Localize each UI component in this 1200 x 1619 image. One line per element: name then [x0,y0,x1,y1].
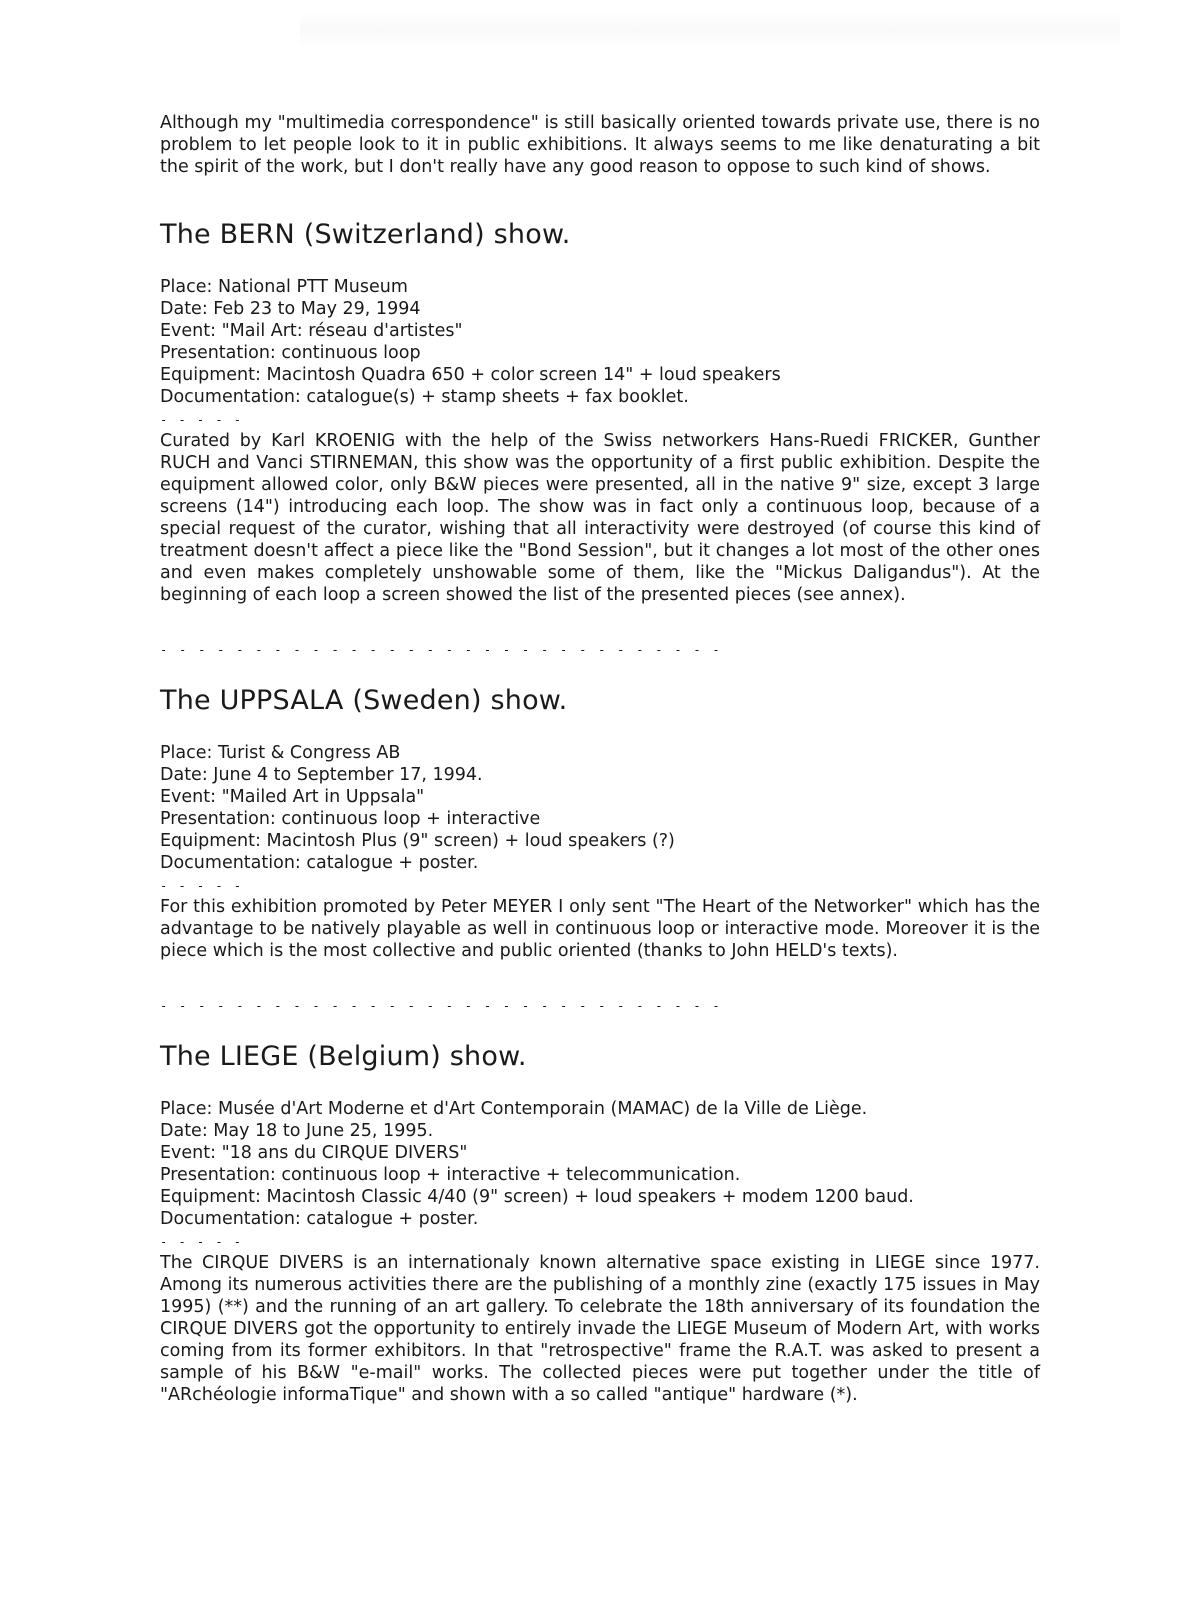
section-body: Curated by Karl KROENIG with the help of the Swiss networkers Hans-Ruedi FRICKER, Gunther RUCH and Vanci STIRNEMAN, this show was the opportunity of a first public exhibition. Despite the equipment allowed color, only B&W pieces were presented, all in the native 9" size, except 3 large screens (14") introducing each loop. The show was in fact only a continuous loop, because of a special request of the curator, wishing that all interactivity were destroyed (of course this kind of treatment doesn't affect a piece like the "Bond Session", but it changes a lot most of the other ones and even makes completely unshowable some of them, like the "Mickus Daligandus"). At the beginning of each loop a screen showed the list of the presented pieces (see annex). [160,431,1040,605]
section-heading: The LIEGE (Belgium) show. [160,1041,527,1072]
detail-presentation: Presentation: continuous loop + interactive + telecommunication. [160,1165,741,1185]
detail-place: Place: National PTT Museum [160,277,408,297]
section-liege [160,1040,1040,1406]
details-list [160,742,1040,874]
section-bern [160,218,1040,606]
bleed-through-smudge [300,12,1120,48]
detail-documentation: Documentation: catalogue + poster. [160,1209,479,1229]
long-separator: - - - - - - - - - - - - - - - - - - - - - - - - - - - - - - [160,643,722,657]
section-body: The CIRQUE DIVERS is an internationaly known alternative space existing in LIEGE since 1977. Among its numerous activities there are the publishing of a monthly zine (exactly 175 issues in May 1995) (**) and the running of an art gallery. To celebrate the 18th anniversary of its foundation the CIRQUE DIVERS got the opportunity to entirely invade the LIEGE Museum of Modern Art, with works coming from its former exhibitors. In that "retrospective" frame the R.A.T. was asked to present a sample of his B&W "e-mail" works. The collected pieces were put together under the title of "ARchéologie informaTique" and shown with a so called "antique" hardware (*). [160,1253,1040,1405]
detail-equipment: Equipment: Macintosh Quadra 650 + color screen 14" + loud speakers [160,365,781,385]
detail-documentation: Documentation: catalogue(s) + stamp sheets + fax booklet. [160,387,689,407]
detail-equipment: Equipment: Macintosh Classic 4/40 (9" screen) + loud speakers + modem 1200 baud. [160,1187,914,1207]
document-page [160,112,1040,1406]
section-body: For this exhibition promoted by Peter MEYER I only sent "The Heart of the Networker" which has the advantage to be natively playable as well in continuous loop or interactive mode. Moreover it is the piece which is the most collective and public oriented (thanks to John HELD's texts). [160,897,1040,961]
long-separator: - - - - - - - - - - - - - - - - - - - - - - - - - - - - - - [160,999,722,1013]
section-heading: The BERN (Switzerland) show. [160,219,571,250]
detail-date: Date: Feb 23 to May 29, 1994 [160,299,421,319]
detail-place: Place: Musée d'Art Moderne et d'Art Contemporain (MAMAC) de la Ville de Liège. [160,1099,868,1119]
detail-date: Date: June 4 to September 17, 1994. [160,765,483,785]
detail-event: Event: "18 ans du CIRQUE DIVERS" [160,1143,468,1163]
intro-paragraph: Although my "multimedia correspondence" is still basically oriented towards private use, there is no problem to let people look to it in public exhibitions. It always seems to me like denaturating a bit the spirit of the work, but I don't really have any good reason to oppose to such kind of shows. [160,113,1040,177]
detail-event: Event: "Mail Art: réseau d'artistes" [160,321,463,341]
details-list [160,1098,1040,1230]
detail-presentation: Presentation: continuous loop + interactive [160,809,541,829]
section-uppsala [160,684,1040,962]
detail-presentation: Presentation: continuous loop [160,343,421,363]
details-list [160,276,1040,408]
detail-documentation: Documentation: catalogue + poster. [160,853,479,873]
detail-date: Date: May 18 to June 25, 1995. [160,1121,434,1141]
section-heading: The UPPSALA (Sweden) show. [160,685,568,716]
detail-event: Event: "Mailed Art in Uppsala" [160,787,425,807]
short-separator: - - - - - [160,413,244,427]
short-separator: - - - - - [160,1235,244,1249]
detail-equipment: Equipment: Macintosh Plus (9" screen) + loud speakers (?) [160,831,675,851]
detail-place: Place: Turist & Congress AB [160,743,401,763]
short-separator: - - - - - [160,879,244,893]
